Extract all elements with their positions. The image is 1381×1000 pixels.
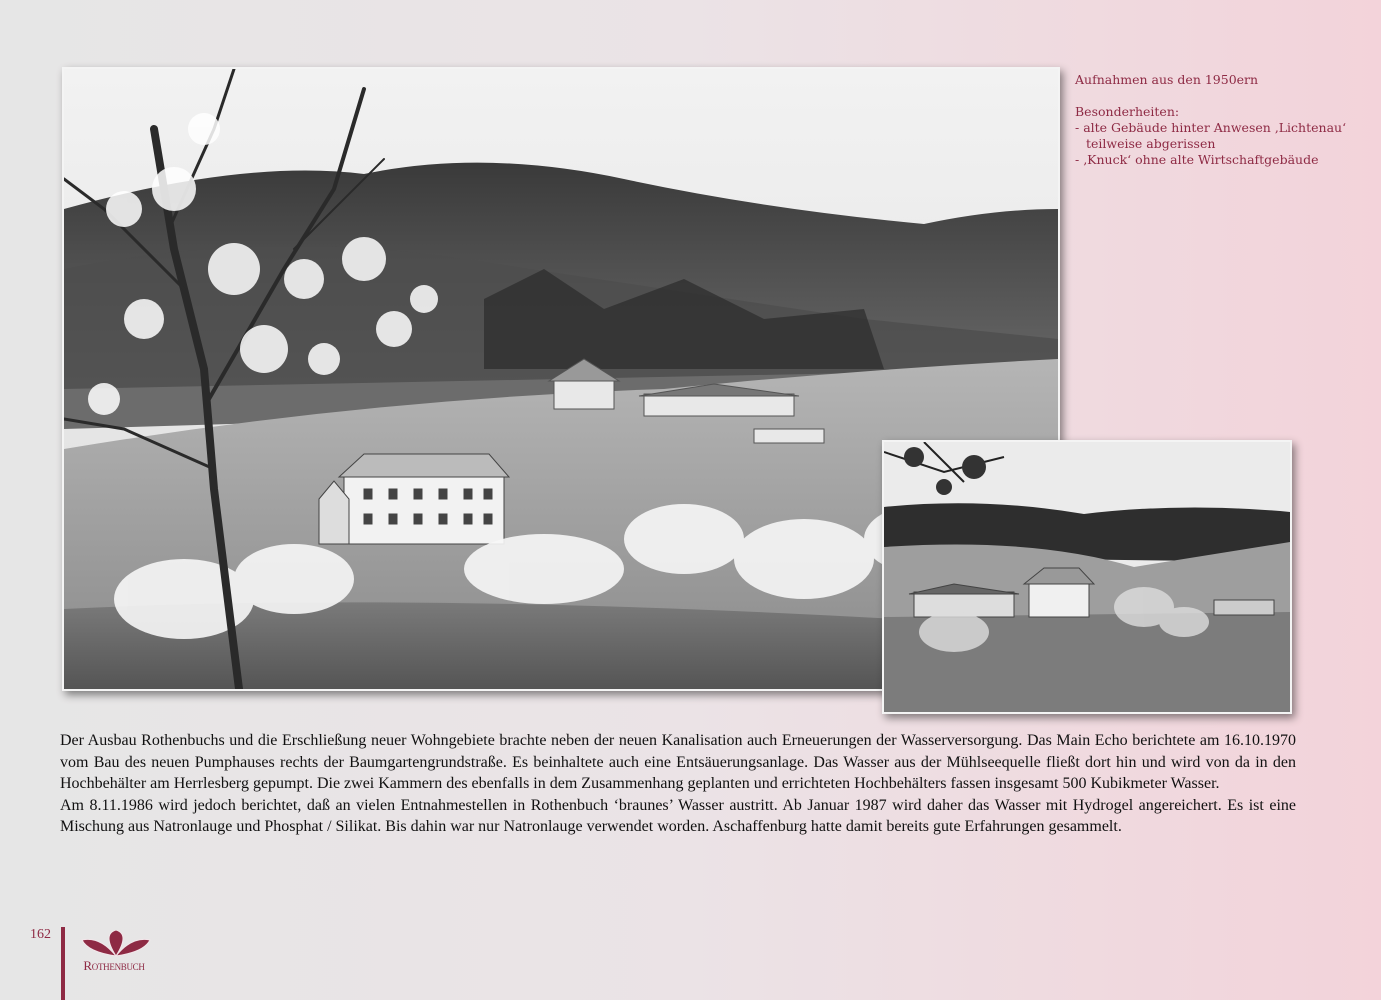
caption-item-1: - alte Gebäude hinter Anwesen ‚Lichtenau‘ bbox=[1075, 120, 1347, 135]
paragraph-2: Am 8.11.1986 wird jedoch berichtet, daß an vielen Entnahmestellen in Rothenbuch ‘braunes’ Wasser austritt. Ab Januar 1987 wird daher das Wasser mit Hydrogel angereichert. Es ist eine Mischung aus Natronlauge und Phosphat / Silikat. Bis dahin war nur Natronlauge verwendet worden. Aschaffenburg hatte damit bereits gute Erfahrungen gesammelt. bbox=[60, 796, 1296, 835]
body-text bbox=[60, 730, 1296, 838]
farmstead-image bbox=[884, 442, 1290, 712]
inset-photo bbox=[882, 440, 1292, 714]
caption-subtitle: Besonderheiten: bbox=[1075, 104, 1180, 119]
logo-text: Rothenbuch bbox=[83, 958, 145, 973]
caption-item-1-cont: teilweise abgerissen bbox=[1086, 136, 1216, 151]
photo-caption bbox=[1075, 72, 1355, 168]
footer-divider bbox=[61, 927, 65, 1000]
caption-item-2: - ‚Knuck‘ ohne alte Wirtschaftgebäude bbox=[1075, 152, 1319, 167]
caption-title: Aufnahmen aus den 1950ern bbox=[1075, 72, 1259, 87]
page-number: 162 bbox=[30, 927, 51, 942]
paragraph-1: Der Ausbau Rothenbuchs und die Erschließung neuer Wohngebiete brachte neben der neuen Kanalisation auch Erneuerungen der Wasserversorgung. Das Main Echo berichtete am 16.10.1970 vom Bau des neuen Pumphauses rechts der Baumgartengrundstraße. Es beinhaltete auch eine Entsäuerungsanlage. Das Wasser aus der Mühlseequelle fließt dort hin und wird von da in den Hochbehälter am Herrlesberg gepumpt. Die zwei Kammern des ebenfalls in dem Zusammenhang geplanten und errichteten Hochbehälters fassen insgesamt 500 Kubikmeter Wasser. bbox=[60, 732, 1296, 792]
